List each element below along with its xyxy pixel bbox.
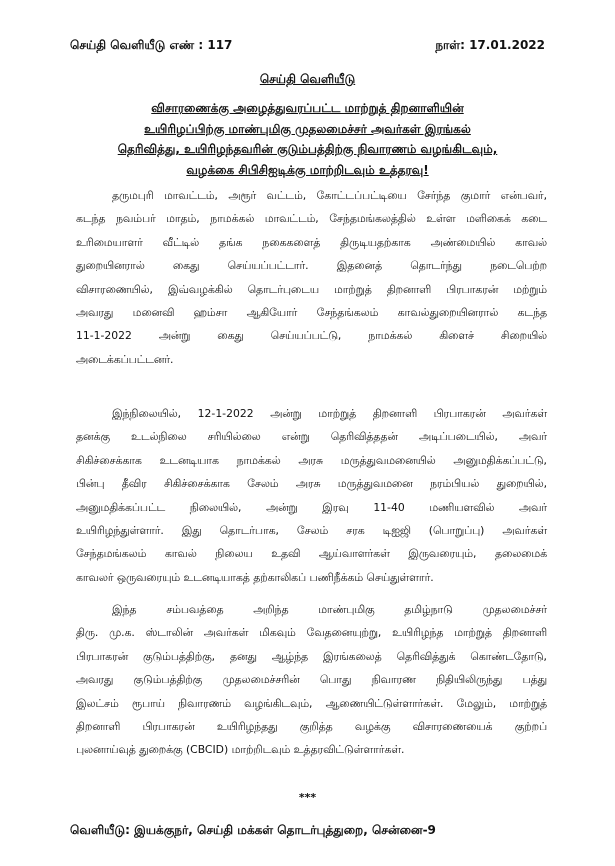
title-line: உயிரிழப்பிற்கு மாண்புமிகு முதலமைச்சர் அவர்கள் இரங்கல் xyxy=(144,121,471,136)
paragraph-line: தருமபுரி மாவட்டம், அரூர் வட்டம், கோட்டப்பட்டியை சேர்ந்த குமார் என்பவர், xyxy=(112,189,547,202)
paragraph-2 xyxy=(76,402,547,589)
paragraph-line: தனக்கு உடல்நிலை சரியில்லை என்று தெரிவித்ததன் அடிப்படையில், அவர் xyxy=(76,430,547,444)
paragraph-line: காவலர் ஒருவரையும் உடனடியாகத் தற்காலிகப் பணிநீக்கம் செய்துள்ளார். xyxy=(76,570,434,584)
separator-stars: *** xyxy=(298,791,317,804)
document-label: செய்தி வெளியீடு xyxy=(259,72,356,86)
header-row xyxy=(70,38,545,54)
paragraph-line: அனுமதிக்கப்பட்ட நிலையில், அன்று இரவு 11-40 மணியளவில் அவர் xyxy=(76,500,547,514)
paragraph-line: அவரது குடும்பத்திற்கு முதலமைச்சரின் பொது நிவாரண நிதியிலிருந்து பத்து xyxy=(76,673,547,687)
release-number: செய்தி வெளியீடு எண் : 117 xyxy=(70,38,233,52)
paragraph-line: புலனாய்வுத் துறைக்கு (CBCID) மாற்றிடவும் உத்தரவிட்டுள்ளார்கள். xyxy=(76,743,405,757)
paragraph-line: திறனாளி பிரபாகரன் உயிரிழந்தது குறித்த வழக்கு விசாரணையைக் குற்றப் xyxy=(76,720,547,734)
paragraph-line: உரிமையாளர் வீட்டில் தங்க நகைகளைத் திருடியதற்காக அண்மையில் காவல் xyxy=(76,235,547,249)
paragraph-line: பிரபாகரன் குடும்பத்திற்கு, தனது ஆழ்ந்த இரங்கலைத் தெரிவித்துக் கொண்டதோடு, xyxy=(76,649,547,663)
paragraph-line: துறையினரால் கைது செய்யப்பட்டார். இதனைத் தொடர்ந்து நடைபெற்ற xyxy=(76,259,547,273)
paragraph-line: சிகிச்சைக்காக உடனடியாக நாமக்கல் அரசு மருத்துவமனையில் அனுமதிக்கப்பட்டு, xyxy=(76,453,547,467)
title-line: விசாரணைக்கு அழைத்துவரப்பட்ட மாற்றுத் திறனாளியின் xyxy=(151,101,464,115)
paragraph-line: 11-1-2022 அன்று கைது செய்யப்பட்டு, நாமக்கல் கிளைச் சிறையில் xyxy=(76,329,547,343)
paragraph-line: இலட்சம் ரூபாய் நிவாரணம் வழங்கிடவும், ஆணையிட்டுள்ளார்கள். மேலும், மாற்றுத் xyxy=(76,696,547,710)
paragraph-line: உயிரிழந்துள்ளார். இது தொடர்பாக, சேலம் சரக டிஐஜி (பொறுப்பு) அவர்கள் xyxy=(76,524,547,538)
footer-publisher: வெளியீடு: இயக்குநர், செய்தி மக்கள் தொடர்புத்துறை, சென்னை-9 xyxy=(70,823,436,837)
paragraph-line: அடைக்கப்பட்டனர். xyxy=(76,352,174,366)
paragraph-line: திரு. மு.க. ஸ்டாலின் அவர்கள் மிகவும் வேதனையுற்று, உயிரிழந்த மாற்றுத் திறனாளி xyxy=(76,626,547,640)
paragraph-line: இந்நிலையில், 12-1-2022 அன்று மாற்றுத் திறனாளி பிரபாகரன் அவர்கள் xyxy=(112,407,547,420)
paragraph-line: கடந்த நவம்பர் மாதம், நாமக்கல் மாவட்டம், சேந்தமங்கலத்தில் உள்ள மளிகைக் கடை xyxy=(76,212,547,226)
paragraph-3 xyxy=(76,598,547,762)
paragraph-line: அவரது மனைவி ஹம்சா ஆகியோர் சேந்தங்கலம் காவல்துறையினரால் கடந்த xyxy=(76,306,547,320)
paragraph-line: இந்த சம்பவத்தை அறிந்த மாண்புமிகு தமிழ்நாடு முதலமைச்சர் xyxy=(112,603,547,616)
release-date: நாள்: 17.01.2022 xyxy=(435,38,545,52)
page-title xyxy=(60,98,555,180)
paragraph-line: பின்பு தீவிர சிகிச்சைக்காக சேலம் அரசு மருத்துவமனை நரம்பியல் துறையில், xyxy=(76,477,547,491)
title-line: வழக்கை சிபிசிஐடிக்கு மாற்றிடவும் உத்தரவு! xyxy=(186,162,429,177)
paragraph-1 xyxy=(76,184,547,371)
paragraph-line: விசாரணையில், இவ்வழக்கில் தொடர்புடைய மாற்றுத் திறனாளி பிரபாகரன் மற்றும் xyxy=(76,282,547,296)
paragraph-line: சேந்தமங்கலம் காவல் நிலைய உதவி ஆய்வாளர்கள் இருவரையும், தலைமைக் xyxy=(76,547,547,561)
title-line: தெரிவித்து, உயிரிழந்தவரின் குடும்பத்திற்கு நிவாரணம் வழங்கிடவும், xyxy=(117,142,498,156)
